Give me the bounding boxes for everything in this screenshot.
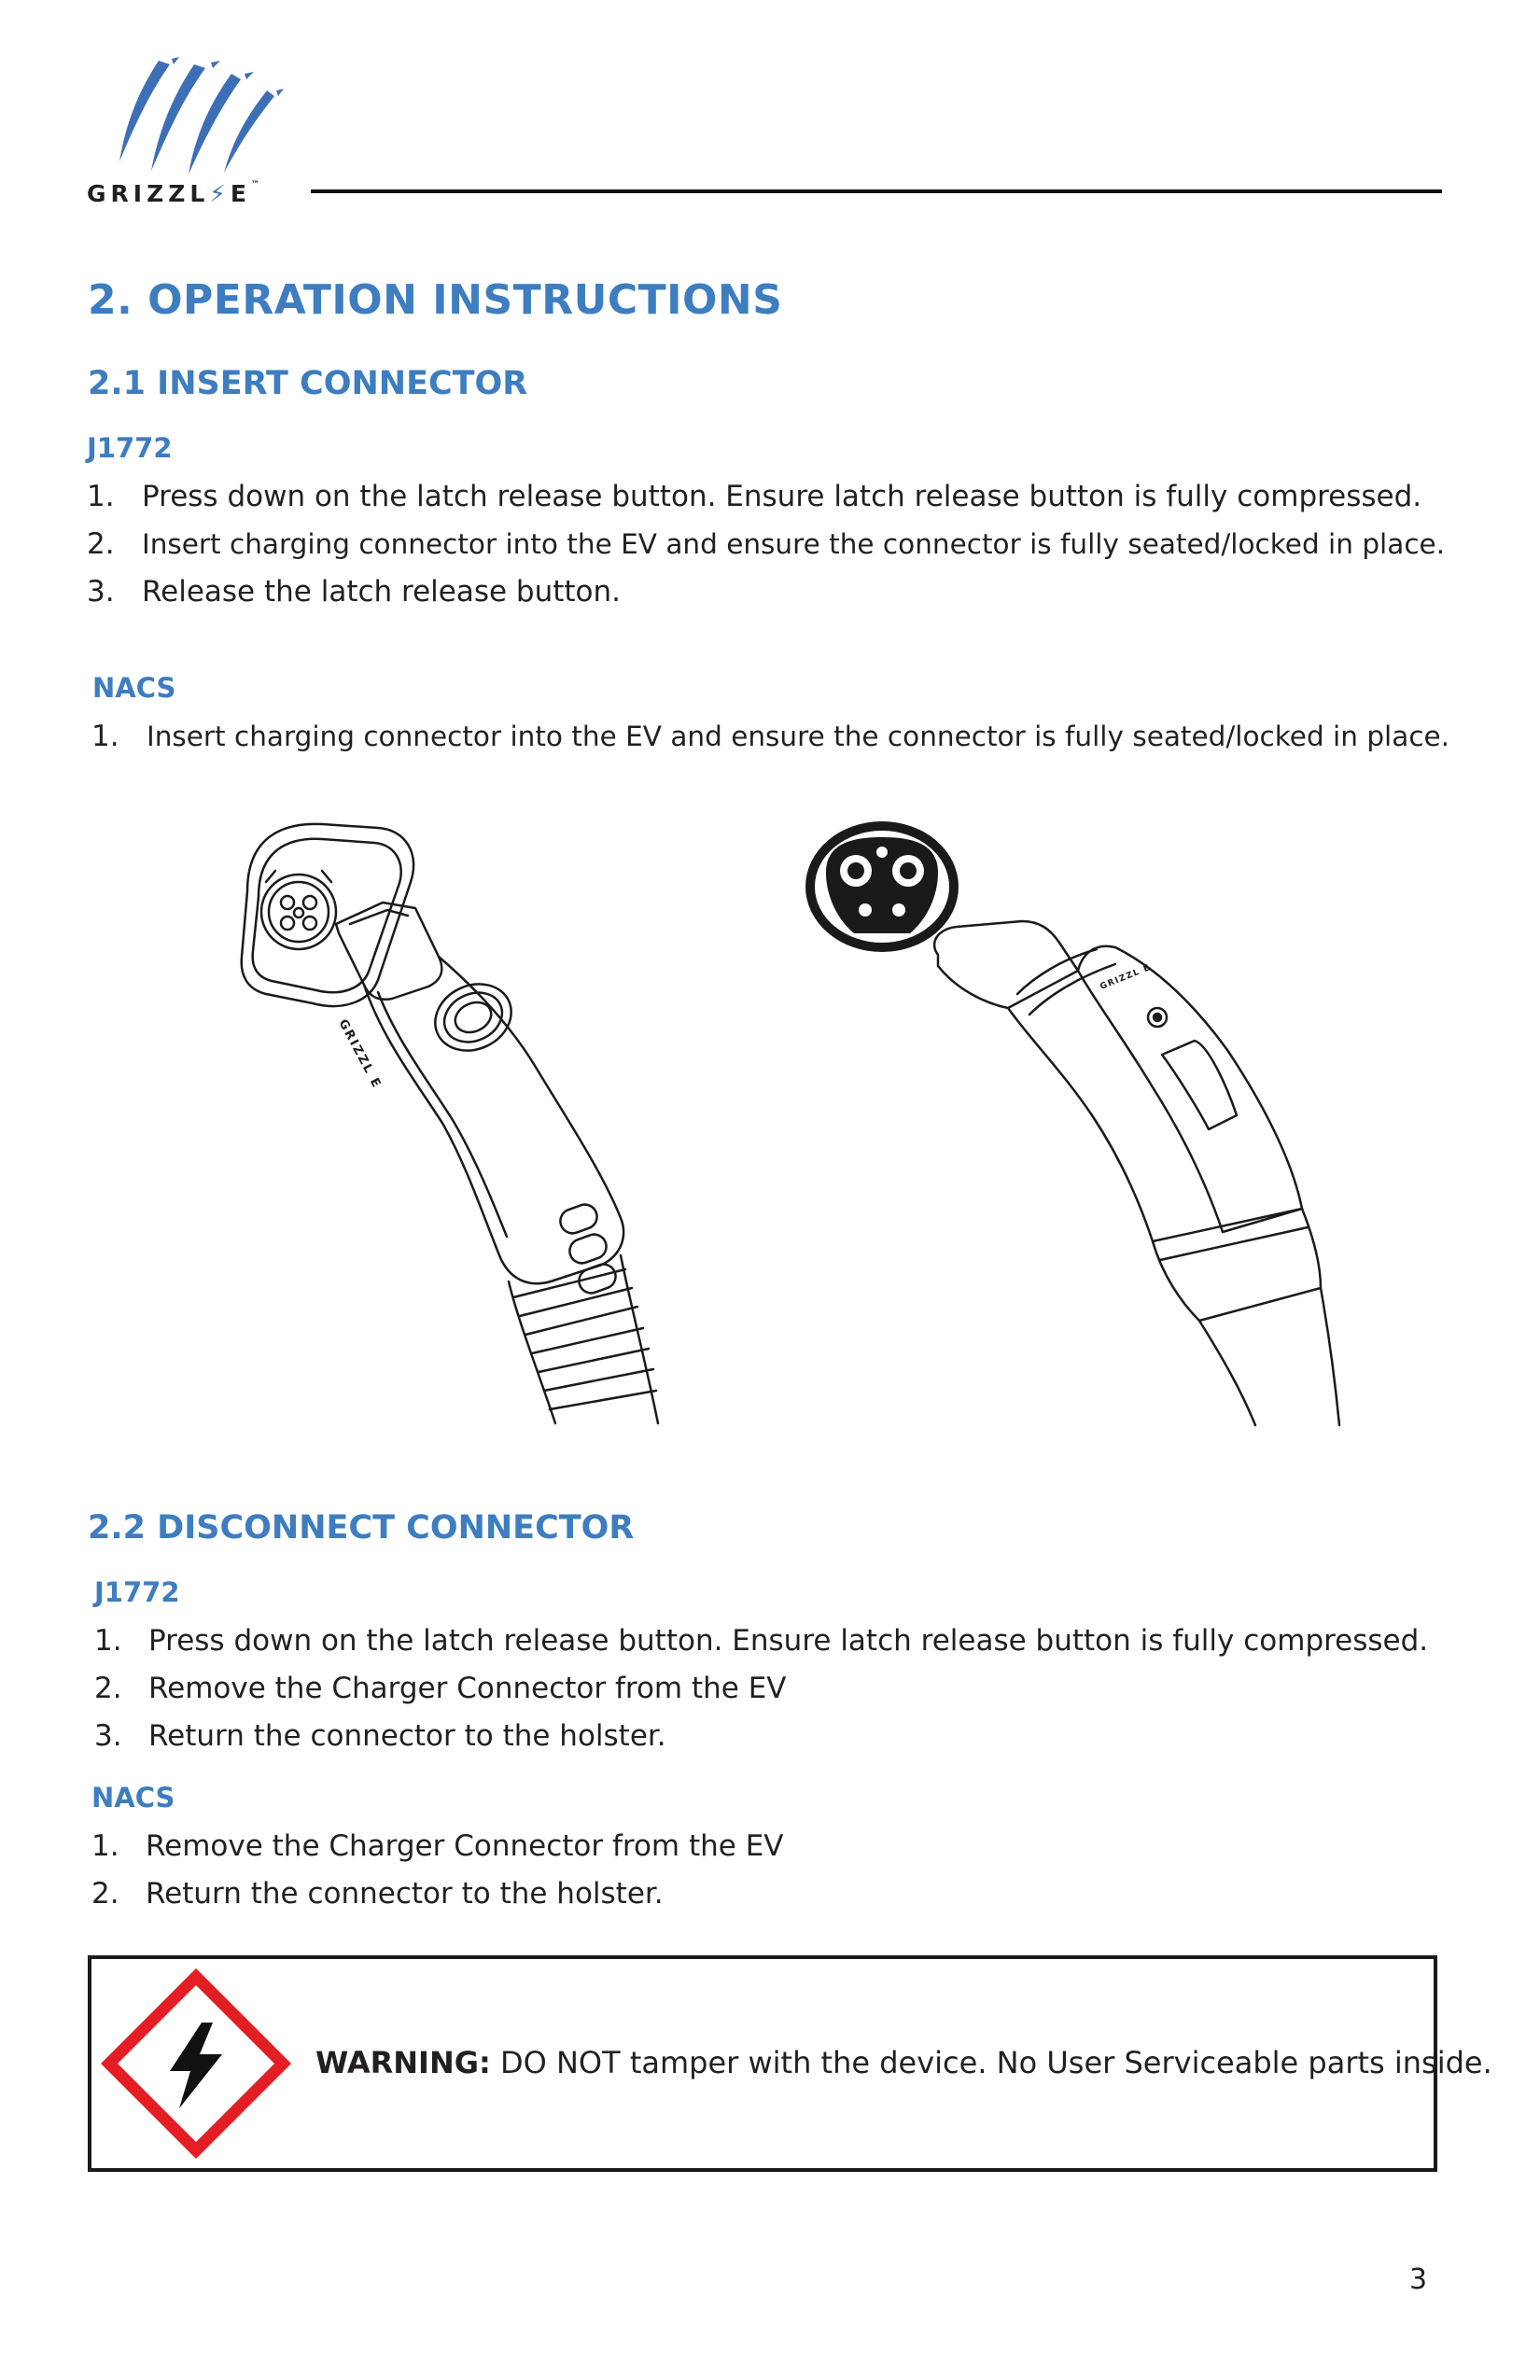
electrical-hazard-icon	[97, 1965, 295, 2163]
list-item: 3. Release the latch release button.	[87, 575, 622, 609]
warning-label: WARNING:	[315, 2045, 491, 2080]
lightning-bolt-icon: ⚡	[209, 180, 231, 207]
page-title: 2. OPERATION INSTRUCTIONS	[88, 276, 783, 324]
j1772-connector-illustration	[229, 817, 686, 1428]
subheading-nacs-disconnect: NACS	[91, 1782, 175, 1813]
page-number: 3	[1409, 2263, 1428, 2296]
nacs-brand-label: GRIZZL E	[1099, 962, 1153, 992]
header-divider	[311, 189, 1442, 193]
j1772-brand-label: GRIZZL E	[335, 1016, 385, 1092]
list-item: 2. Remove the Charger Connector from the EV	[94, 1672, 787, 1705]
subheading-j1772-insert: J1772	[87, 432, 173, 464]
list-item: 1. Press down on the latch release button. Ensure latch release button is fully compressed.	[94, 1624, 1429, 1658]
warning-message: DO NOT tamper with the device. No User Serviceable parts inside.	[490, 2045, 1492, 2080]
subheading-nacs-insert: NACS	[92, 672, 176, 704]
j1772-disconnect-steps	[94, 1617, 1476, 1760]
subheading-j1772-disconnect: J1772	[94, 1576, 180, 1608]
warning-text	[315, 2040, 1492, 2085]
list-item: 3. Return the connector to the holster.	[94, 1719, 666, 1753]
nacs-disconnect-steps	[91, 1823, 1473, 1918]
nacs-insert-steps	[91, 713, 1473, 761]
list-item: 2. Return the connector to the holster.	[91, 1877, 664, 1911]
nacs-port-icon	[805, 821, 959, 952]
list-item: 1. Insert charging connector into the EV and ensure the connector is fully seated/locked in place.	[91, 720, 1450, 753]
nacs-connector-illustration	[798, 817, 1381, 1428]
section-heading-insert: 2.1 INSERT CONNECTOR	[88, 365, 528, 402]
list-item: 1. Press down on the latch release button. Ensure latch release button is fully compressed.	[87, 480, 1422, 513]
list-item: 1. Remove the Charger Connector from the EV	[91, 1829, 784, 1863]
j1772-insert-steps	[87, 473, 1468, 616]
section-heading-disconnect: 2.2 DISCONNECT CONNECTOR	[88, 1509, 635, 1547]
list-item: 2. Insert charging connector into the EV and ensure the connector is fully seated/locked in place.	[87, 527, 1446, 561]
logo-wordmark: GRIZZL⚡E™	[87, 180, 259, 207]
